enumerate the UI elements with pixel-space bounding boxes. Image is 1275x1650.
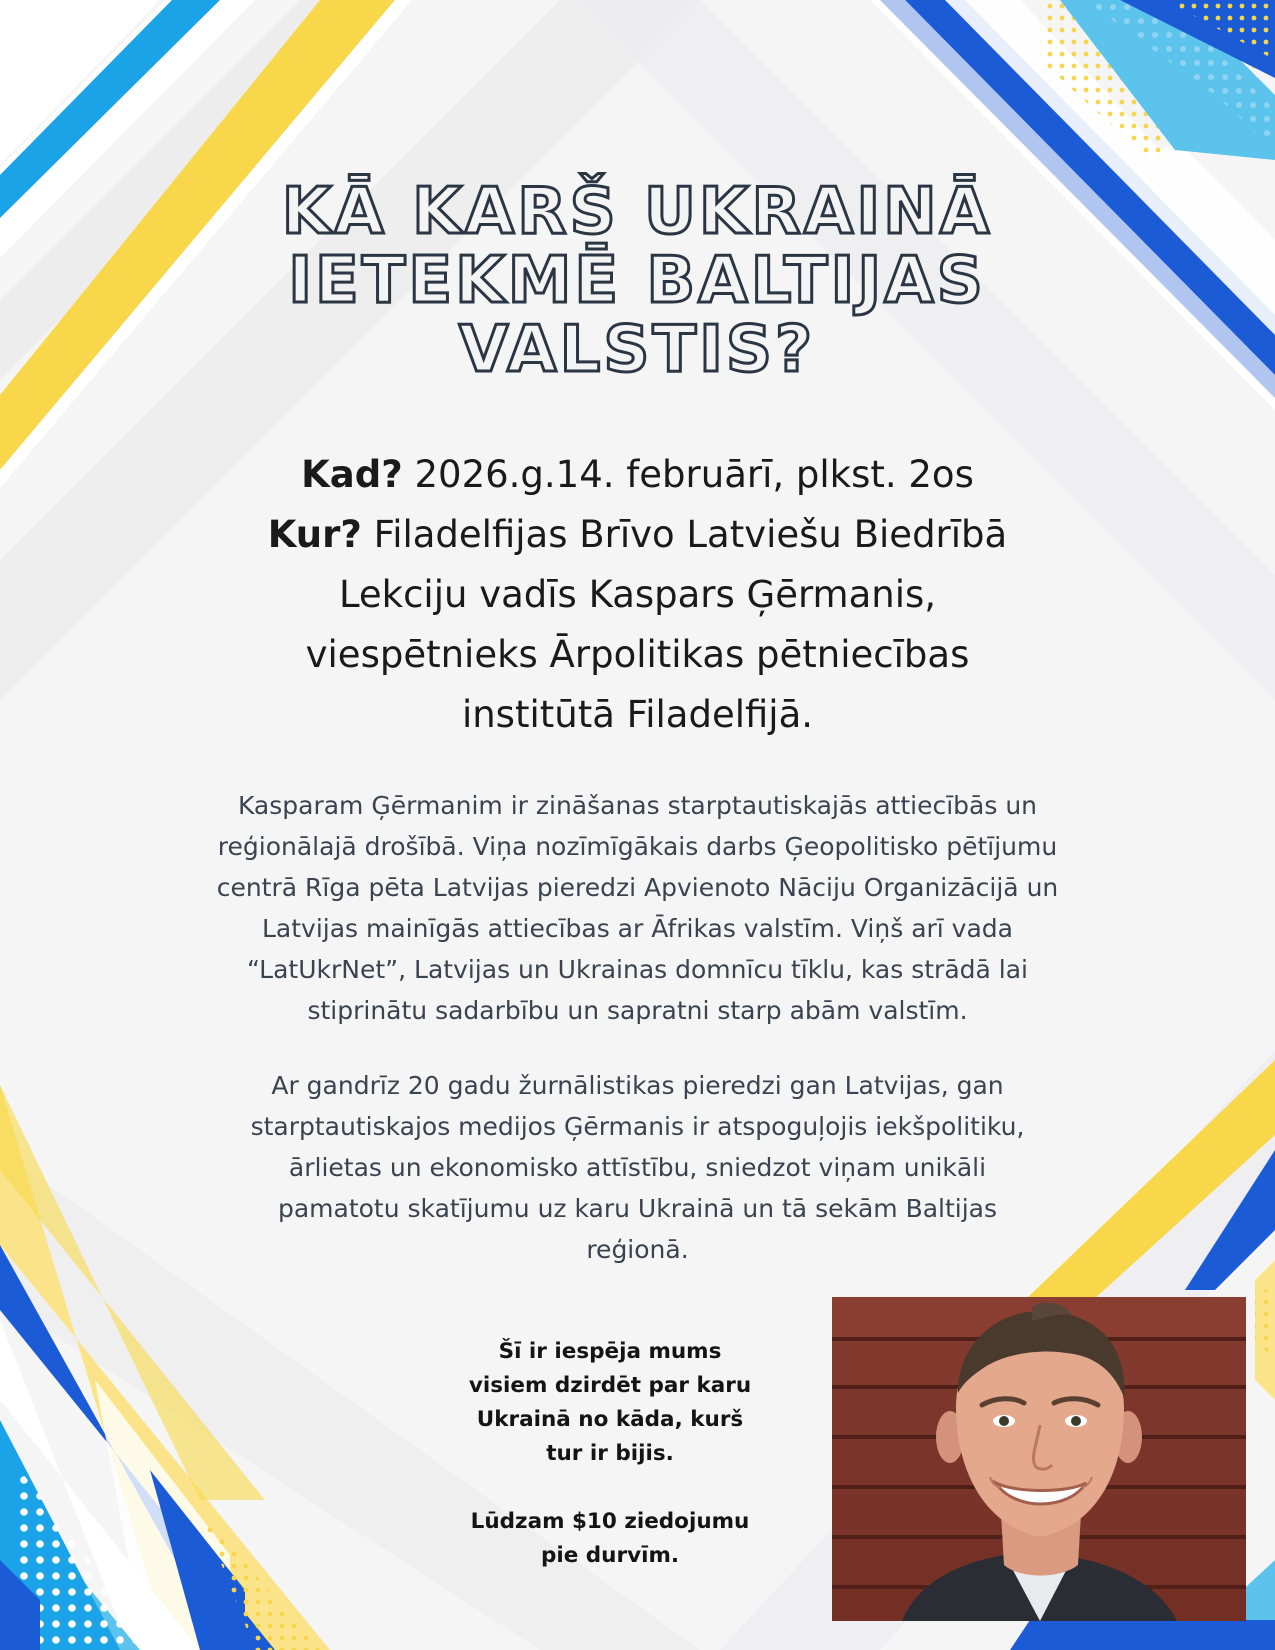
- title-line: VALSTIS?: [458, 313, 816, 387]
- speaker-line: viespētnieks Ārpolitikas pētniecības: [305, 633, 970, 676]
- note-line: visiem dzirdēt par karu: [468, 1373, 752, 1398]
- event-title: [237, 175, 1037, 387]
- bio-line: starptautiskajos medijos Ģērmanis ir atspoguļojis iekšpolitiku,: [250, 1112, 1025, 1141]
- when-label: Kad?: [301, 453, 403, 496]
- bio-line: stiprinātu sadarbību un sapratni starp abām valstīm.: [307, 996, 968, 1025]
- bio-line: Latvijas mainīgās attiecības ar Āfrikas valstīm. Viņš arī vada: [261, 914, 1013, 943]
- speaker-portrait-image: [832, 1297, 1246, 1621]
- event-details: [150, 445, 1125, 745]
- note-spacer: [440, 1471, 780, 1505]
- bio-line: pamatotu skatījumu uz karu Ukrainā un tā sekām Baltijas: [277, 1194, 998, 1223]
- speaker-line: institūtā Filadelfijā.: [461, 693, 814, 736]
- donation-line: pie durvīm.: [540, 1543, 680, 1568]
- where-label: Kur?: [267, 513, 362, 556]
- bio-line: ārlietas un ekonomisko attīstību, sniedzot viņam unikāli: [288, 1153, 987, 1182]
- bio-line: reģionā.: [586, 1235, 689, 1264]
- title-line: KĀ KARŠ UKRAINĀ: [281, 175, 993, 249]
- note-line: Ukrainā no kāda, kurš: [476, 1407, 744, 1432]
- bio-line: Ar gandrīz 20 gadu žurnālistikas pieredzi gan Latvijas, gan: [271, 1071, 1004, 1100]
- invitation-note: [440, 1335, 780, 1573]
- donation-line: Lūdzam $10 ziedojumu: [470, 1509, 750, 1534]
- title-line: IETEKMĒ BALTIJAS: [288, 244, 986, 318]
- speaker-bio-paragraph-2: [140, 1065, 1135, 1270]
- where-value: Filadelfijas Brīvo Latviešu Biedrībā: [361, 513, 1008, 556]
- speaker-line: Lekciju vadīs Kaspars Ģērmanis,: [338, 573, 937, 616]
- bio-line: Kasparam Ģērmanim ir zināšanas starptautiskajās attiecībās un: [237, 791, 1038, 820]
- note-line: tur ir bijis.: [546, 1441, 674, 1466]
- speaker-bio-paragraph-1: [140, 785, 1135, 1031]
- bio-line: reģionālajā drošībā. Viņa nozīmīgākais darbs Ģeopolitisko pētījumu: [217, 832, 1058, 861]
- note-line: Šī ir iespēja mums: [498, 1339, 722, 1364]
- when-line: [150, 445, 1125, 505]
- speaker-photo: [832, 1297, 1246, 1621]
- when-value: 2026.g.14. februārī, plkst. 2os: [402, 453, 974, 496]
- bio-line: centrā Rīga pēta Latvijas pieredzi Apvienoto Nāciju Organizācijā un: [216, 873, 1059, 902]
- bio-line: “LatUkrNet”, Latvijas un Ukrainas domnīcu tīklu, kas strādā lai: [247, 955, 1028, 984]
- where-line: [150, 505, 1125, 565]
